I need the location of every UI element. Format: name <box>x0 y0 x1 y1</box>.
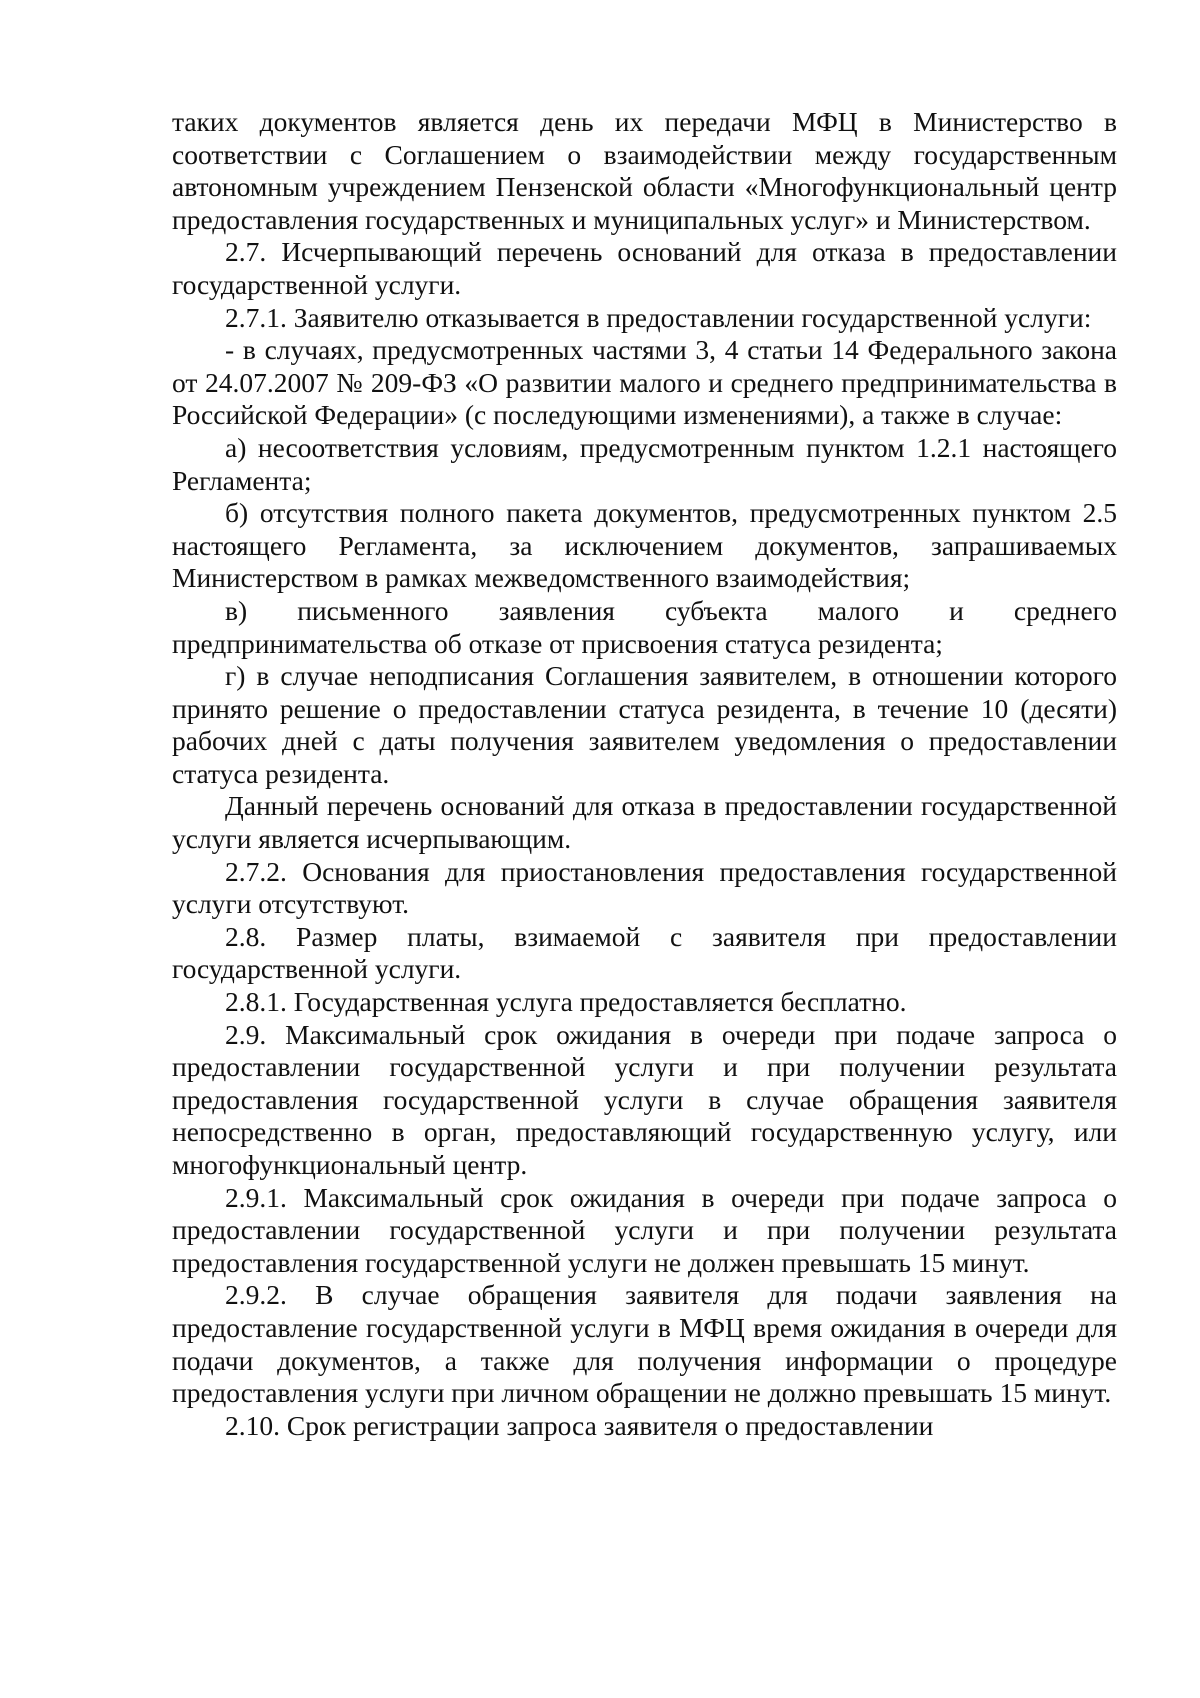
paragraph-2-9-2: 2.9.2. В случае обращения заявителя для подачи заявления на предоставление государственной услуги в МФЦ время ожидания в очереди для подачи документов, а также для получения информации о процедуре предоставления услуги при личном обращении не должно превышать 15 минут. <box>172 1279 1117 1409</box>
document-page <box>172 106 1117 1442</box>
paragraph-item-a: а) несоответствия условиям, предусмотренным пунктом 1.2.1 настоящего Регламента; <box>172 431 1117 496</box>
paragraph-2-10: 2.10. Срок регистрации запроса заявителя о предоставлении <box>225 1409 934 1441</box>
paragraph-2-9: 2.9. Максимальный срок ожидания в очереди при подаче запроса о предоставлении государственной услуги и при получении результата предоставления государственной услуги в случае обращения заявителя непосредственно в орган, предоставляющий государственную услугу, или многофункциональный центр. <box>172 1018 1117 1180</box>
paragraph-2-9-1: 2.9.1. Максимальный срок ожидания в очереди при подаче запроса о предоставлении государственной услуги и при получении результата предоставления государственной услуги не должен превышать 15 минут. <box>172 1181 1117 1278</box>
paragraph-item-g: г) в случае неподписания Соглашения заявителем, в отношении которого принято решение о предоставлении статуса резидента, в течение 10 (десяти) рабочих дней с даты получения заявителем уведомления о предоставлении статуса резидента. <box>172 660 1117 789</box>
paragraph-exhaustive-list: Данный перечень оснований для отказа в предоставлении государственной услуги является исчерпывающим. <box>172 790 1117 855</box>
paragraph-2-8: 2.8. Размер платы, взимаемой с заявителя при предоставлении государственной услуги. <box>172 920 1117 985</box>
paragraph-2-7: 2.7. Исчерпывающий перечень оснований для отказа в предоставлении государственной услуги. <box>172 236 1117 300</box>
paragraph-2-7-1: 2.7.1. Заявителю отказывается в предоставлении государственной услуги: <box>225 301 1092 333</box>
paragraph-2-7-2: 2.7.2. Основания для приостановления предоставления государственной услуги отсутствуют. <box>172 855 1117 920</box>
paragraph-2-8-1: 2.8.1. Государственная услуга предоставляется бесплатно. <box>225 986 907 1018</box>
paragraph-item-v: в) письменного заявления субъекта малого и среднего предпринимательства об отказе от присвоения статуса резидента; <box>172 594 1117 659</box>
paragraph-item-b: б) отсутствия полного пакета документов, предусмотренных пунктом 2.5 настоящего Регламента, за исключением документов, запрашиваемых Министерством в рамках межведомственного взаимодействия; <box>172 497 1117 594</box>
paragraph-cases: - в случаях, предусмотренных частями 3, 4 статьи 14 Федерального закона от 24.07.2007 № 209-ФЗ «О развитии малого и среднего предпринимательства в Российской Федерации» (с последующими изменениями), а также в случае: <box>172 334 1117 431</box>
paragraph-continuation: таких документов является день их передачи МФЦ в Министерство в соответствии с Соглашением о взаимодействии между государственным автономным учреждением Пензенской области «Многофункциональный центр предоставления государственных и муниципальных услуг» и Министерством. <box>172 106 1117 235</box>
